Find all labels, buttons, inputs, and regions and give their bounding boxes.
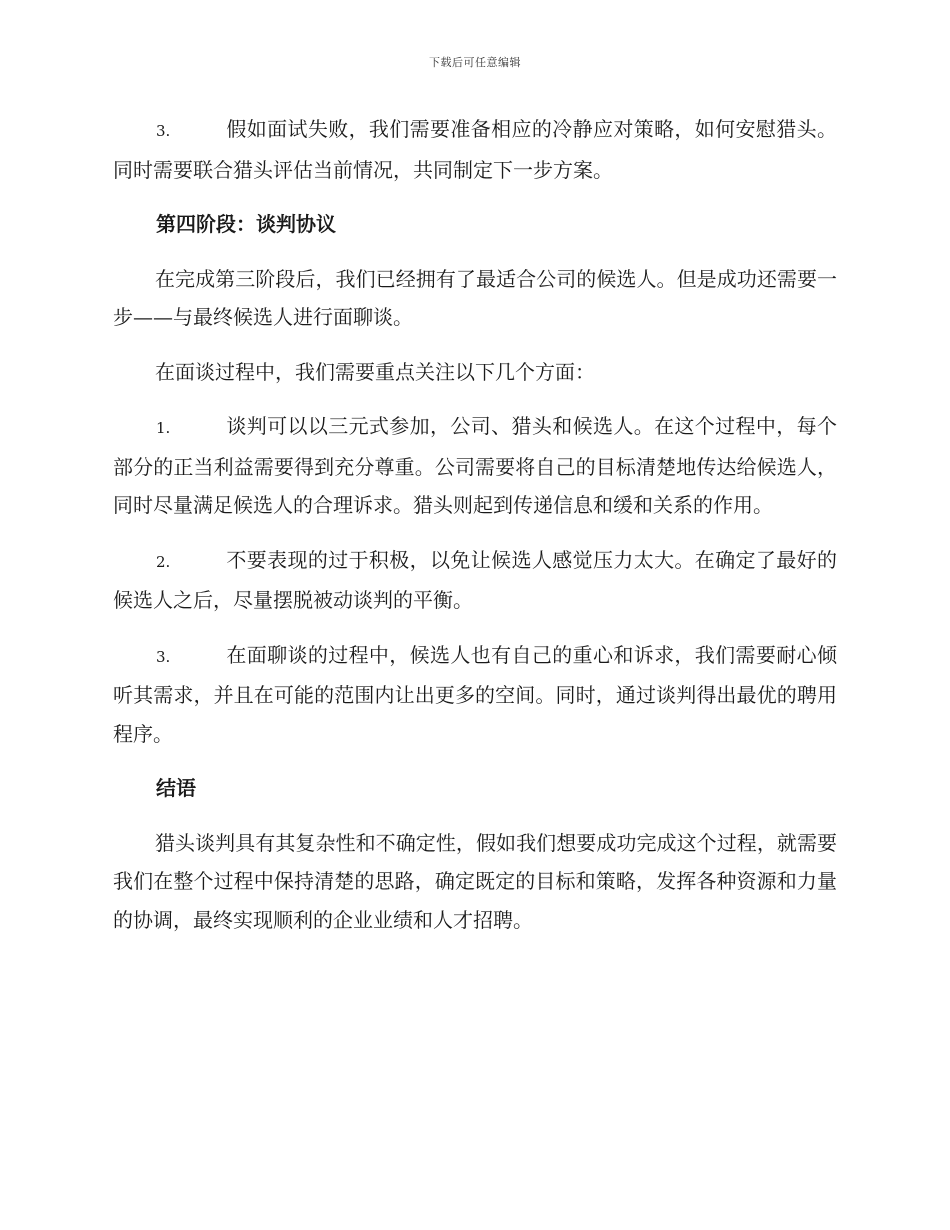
list-text: 谈判可以以三元式参加，公司、猎头和候选人。在这个过程中，每个部分的正当利益需要得到充分尊重。公司需要将自己的目标清楚地传达给候选人，同时尽量满足候选人的合理诉求。猎头则起到传递信息和缓和关系的作用。: [113, 414, 837, 517]
section-heading: 结语: [156, 776, 196, 800]
paragraph: 在完成第三阶段后，我们已经拥有了最适合公司的候选人。但是成功还需要一步——与最终候选人进行面聊谈。: [113, 266, 837, 329]
list-item: [113, 636, 837, 754]
list-text: 不要表现的过于积极，以免让候选人感觉压力太大。在确定了最好的候选人之后，尽量摆脱被动谈判的平衡。: [113, 547, 837, 612]
list-number: 1.: [156, 419, 171, 437]
paragraph: 猎头谈判具有其复杂性和不确定性，假如我们想要成功完成这个过程，就需要我们在整个过程中保持清楚的思路，确定既定的目标和策略，发挥各种资源和力量的协调，最终实现顺利的企业业绩和人才招聘。: [113, 830, 837, 932]
list-number: 3.: [156, 122, 171, 140]
list-item: [113, 541, 837, 620]
section-heading: 第四阶段：谈判协议: [156, 212, 336, 236]
page-header: 下载后可任意编辑: [429, 56, 521, 69]
list-item: [113, 407, 837, 525]
list-item: [113, 110, 837, 189]
paragraph: 在面谈过程中，我们需要重点关注以下几个方面：: [155, 359, 595, 384]
document-body: [113, 110, 837, 955]
list-text: 假如面试失败，我们需要准备相应的冷静应对策略，如何安慰猎头。同时需要联合猎头评估当前情况，共同制定下一步方案。: [113, 117, 837, 182]
list-number: 3.: [156, 647, 171, 666]
list-text: 在面聊谈的过程中，候选人也有自己的重心和诉求，我们需要耐心倾听其需求，并且在可能的范围内让出更多的空间。同时，通过谈判得出最优的聘用程序。: [113, 642, 837, 746]
list-number: 2.: [156, 552, 171, 571]
